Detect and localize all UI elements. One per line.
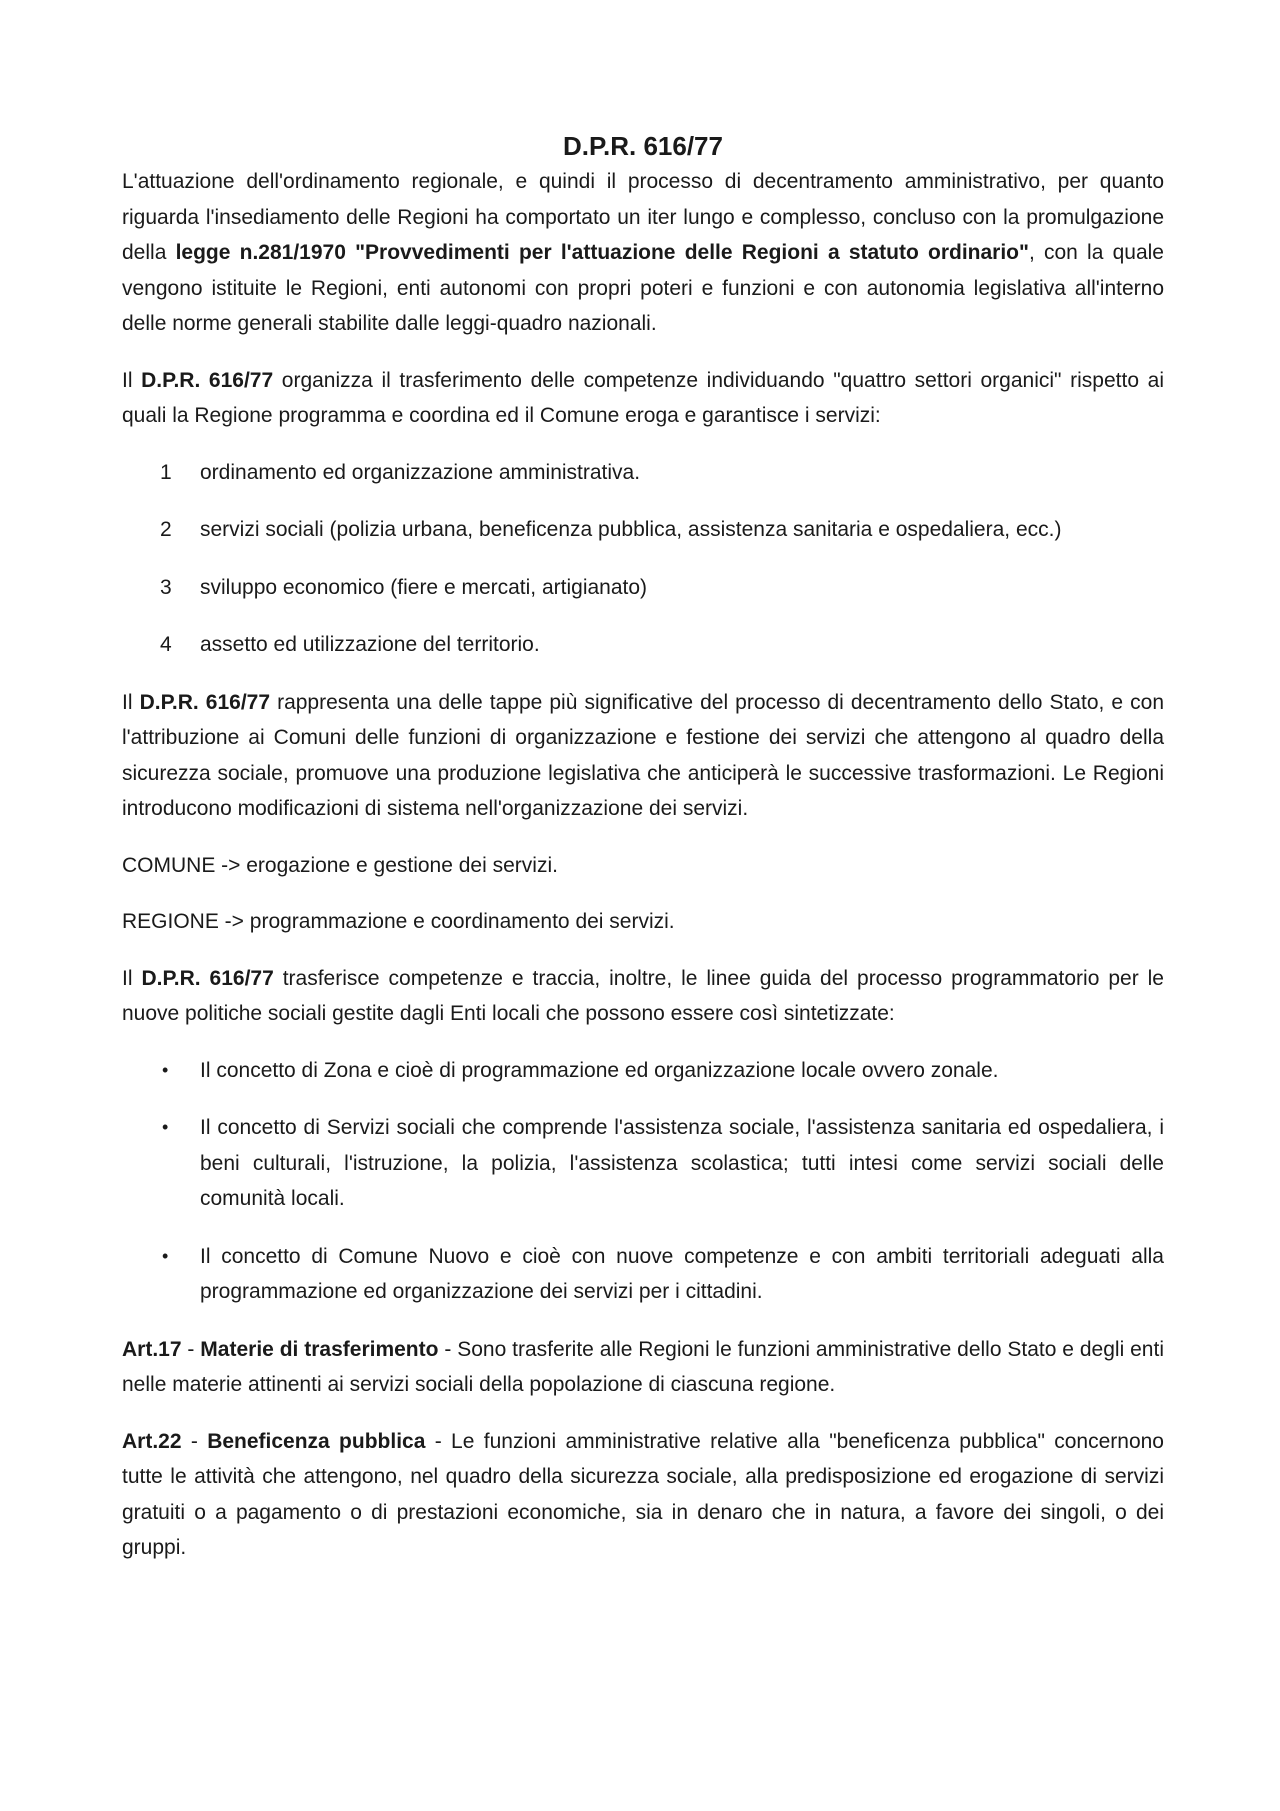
sectors-paragraph [122,363,1164,434]
regione-line: REGIONE -> programmazione e coordinamento dei servizi. [122,910,675,933]
art17-text: - Sono trasferite alle Regioni le funzioni amministrative dello Stato e degli enti nelle materie attinenti ai servizi sociali della popolazione di ciascuna regione. [122,1337,1164,1396]
linee-guida-text-c: trasferisce competenze e traccia, inoltre, le linee guida del processo programmatorio per le nuove politiche sociali gestite dagli Enti locali che possono essere così sintetizzate: [122,966,1164,1025]
dpr-reference: D.P.R. 616/77 [141,966,274,990]
sectors-list [122,455,1164,663]
list-item [122,570,1164,606]
list-item [122,1239,1164,1310]
separator: - [181,1337,201,1361]
bullet-icon: • [162,1245,169,1266]
art22-paragraph [122,1424,1164,1566]
decentramento-text-c: rappresenta una delle tappe più significative del processo di decentramento dello Stato, e con l'attribuzione ai Comuni delle funzioni di organizzazione e festione dei servizi che attengono al quadro della sicurezza sociale, promuove una produzione legislativa che anticiperà le successive trasformazioni. Le Regioni introducono modificazioni di sistema nell'organizzazione dei servizi. [122,690,1164,820]
law-reference: legge n.281/1970 "Provvedimenti per l'attuazione delle Regioni a statuto ordinario" [175,241,1029,264]
list-item-text: ordinamento ed organizzazione amministrativa. [200,460,641,484]
dpr-reference: D.P.R. 616/77 [141,368,274,392]
art17-title: Materie di trasferimento [200,1337,439,1361]
list-item-text: sviluppo economico (fiere e mercati, artigianato) [200,575,648,599]
linee-guida-paragraph [122,961,1164,1032]
bullet-icon: • [162,1059,169,1080]
decentramento-text-a: Il [122,690,140,714]
list-item-number: 4 [160,633,172,656]
art22-title: Beneficenza pubblica [207,1429,426,1453]
bullet-icon: • [162,1117,169,1137]
list-item-text: assetto ed utilizzazione del territorio. [200,633,540,656]
intro-paragraph [122,164,1164,342]
art22-text: - Le funzioni amministrative relative alla "beneficenza pubblica" concernono tutte le attività che attengono, nel quadro della sicurezza sociale, alla predisposizione ed erogazione di servizi gratuiti o a pagamento o di prestazioni economiche, sia in denaro che in natura, a favore dei singoli, o dei gruppi. [122,1429,1164,1559]
intro-text-c: , con la quale vengono istituite le Regioni, enti autonomi con propri poteri e funzioni e con autonomia legislativa all'interno delle norme generali stabilite dalle leggi-quadro nazionali. [122,241,1164,335]
list-item-text: Il concetto di Zona e cioè di programmazione ed organizzazione locale ovvero zonale. [200,1058,999,1082]
decentramento-paragraph [122,685,1164,827]
art17-paragraph [122,1332,1164,1403]
list-item [122,512,1164,548]
list-item-number: 1 [160,460,172,484]
separator: - [181,1429,208,1453]
dpr-reference: D.P.R. 616/77 [139,690,271,714]
list-item-number: 3 [160,575,172,599]
linee-guida-text-a: Il [122,966,142,990]
list-item [122,1110,1164,1217]
list-item-text: servizi sociali (polizia urbana, beneficenza pubblica, assistenza sanitaria e ospedaliera, ecc.) [200,518,1062,541]
list-item-text: Il concetto di Comune Nuovo e cioè con nuove competenze e con ambiti territoriali adeguati alla programmazione ed organizzazione dei servizi per i cittadini. [200,1244,1164,1303]
art17-number: Art.17 [122,1337,182,1361]
list-item-text: Il concetto di Servizi sociali che comprende l'assistenza sociale, l'assistenza sanitaria ed ospedaliera, i beni culturali, l'istruzione, la polizia, l'assistenza scolastica; tutti intesi come servizi sociali delle comunità locali. [200,1116,1164,1210]
list-item-number: 2 [160,518,172,541]
document-title: D.P.R. 616/77 [563,131,723,161]
list-item [122,627,1164,663]
list-item [122,1053,1164,1089]
comune-line: COMUNE -> erogazione e gestione dei servizi. [122,853,558,877]
list-item [122,455,1164,491]
concepts-list [122,1053,1164,1310]
sectors-text-c: organizza il trasferimento delle competenze individuando "quattro settori organici" rispetto ai quali la Regione programma e coordina ed il Comune eroga e garantisce i servizi: [122,368,1164,427]
sectors-text-a: Il [122,368,142,392]
art22-number: Art.22 [122,1429,182,1453]
intro-text-a: L'attuazione dell'ordinamento regionale, e quindi il processo di decentramento amministrativo, per quanto riguarda l'insediamento delle Regioni ha comportato un iter lungo e complesso, concluso con la promulgazione della [122,170,1164,264]
